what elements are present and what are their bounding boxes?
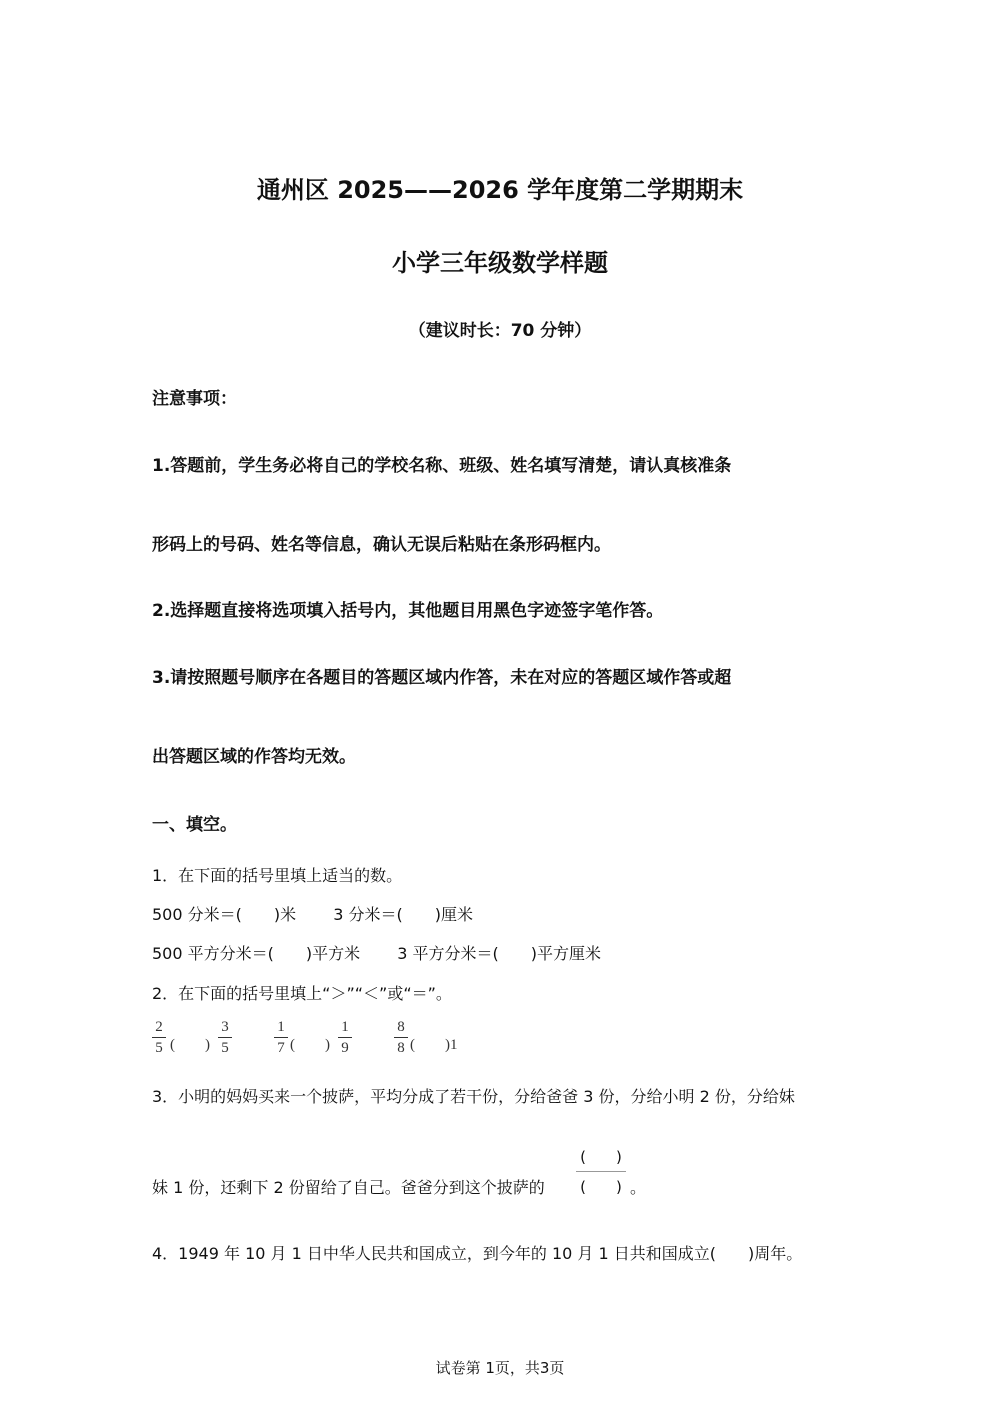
note-line-2: 2.选择题直接将选项填入括号内，其他题目用黑色字迹签字笔作答。 xyxy=(152,601,664,621)
exam-duration: （建议时长：70 分钟） xyxy=(408,321,592,341)
exam-title: 通州区 2025——2026 学年度第二学期期末 xyxy=(256,176,744,204)
note-line-1b: 形码上的号码、姓名等信息，确认无误后粘贴在条形码框内。 xyxy=(152,535,611,555)
answer-blank[interactable]: ( ) xyxy=(170,1037,210,1053)
question-1-row-1: 500 分米＝( )米 3 分米＝( )厘米 xyxy=(152,905,473,924)
note-line-3a: 3.请按照题号顺序在各题目的答题区域内作答，未在对应的答题区域作答或超 xyxy=(152,668,732,688)
fraction: 1 7 xyxy=(274,1018,288,1057)
exam-subtitle: 小学三年级数学样题 xyxy=(392,249,608,277)
question-3-line-2: 妹 1 份，还剩下 2 份留给了自己。爸爸分到这个披萨的 xyxy=(152,1178,545,1197)
question-2-prompt: 2．在下面的括号里填上“＞”“＜”或“＝”。 xyxy=(152,984,452,1003)
fraction: 8 8 xyxy=(394,1018,408,1057)
fraction: 2 5 xyxy=(152,1018,166,1057)
answer-blank[interactable]: ( )1 xyxy=(410,1037,458,1053)
answer-fraction[interactable]: ( ) ( ) xyxy=(572,1146,630,1197)
page-footer: 试卷第 1页，共3页 xyxy=(435,1359,565,1377)
fraction: 3 5 xyxy=(218,1018,232,1057)
note-line-1a: 1.答题前，学生务必将自己的学校名称、班级、姓名填写清楚，请认真核准条 xyxy=(152,456,732,476)
note-line-3b: 出答题区域的作答均无效。 xyxy=(152,747,356,767)
section-1-heading: 一、填空。 xyxy=(152,815,237,835)
question-1-row-2: 500 平方分米＝( )平方米 3 平方分米＝( )平方厘米 xyxy=(152,944,601,963)
question-3-end: 。 xyxy=(630,1178,647,1197)
answer-blank[interactable]: ( ) xyxy=(290,1037,330,1053)
question-1-prompt: 1．在下面的括号里填上适当的数。 xyxy=(152,866,403,885)
notes-heading: 注意事项： xyxy=(152,389,237,409)
question-3-line-1: 3．小明的妈妈买来一个披萨，平均分成了若干份，分给爸爸 3 份，分给小明 2 份，分给妹 xyxy=(152,1087,795,1106)
question-4: 4．1949 年 10 月 1 日中华人民共和国成立，到今年的 10 月 1 日共和国成立( )周年。 xyxy=(152,1244,803,1263)
fraction: 1 9 xyxy=(338,1018,352,1057)
